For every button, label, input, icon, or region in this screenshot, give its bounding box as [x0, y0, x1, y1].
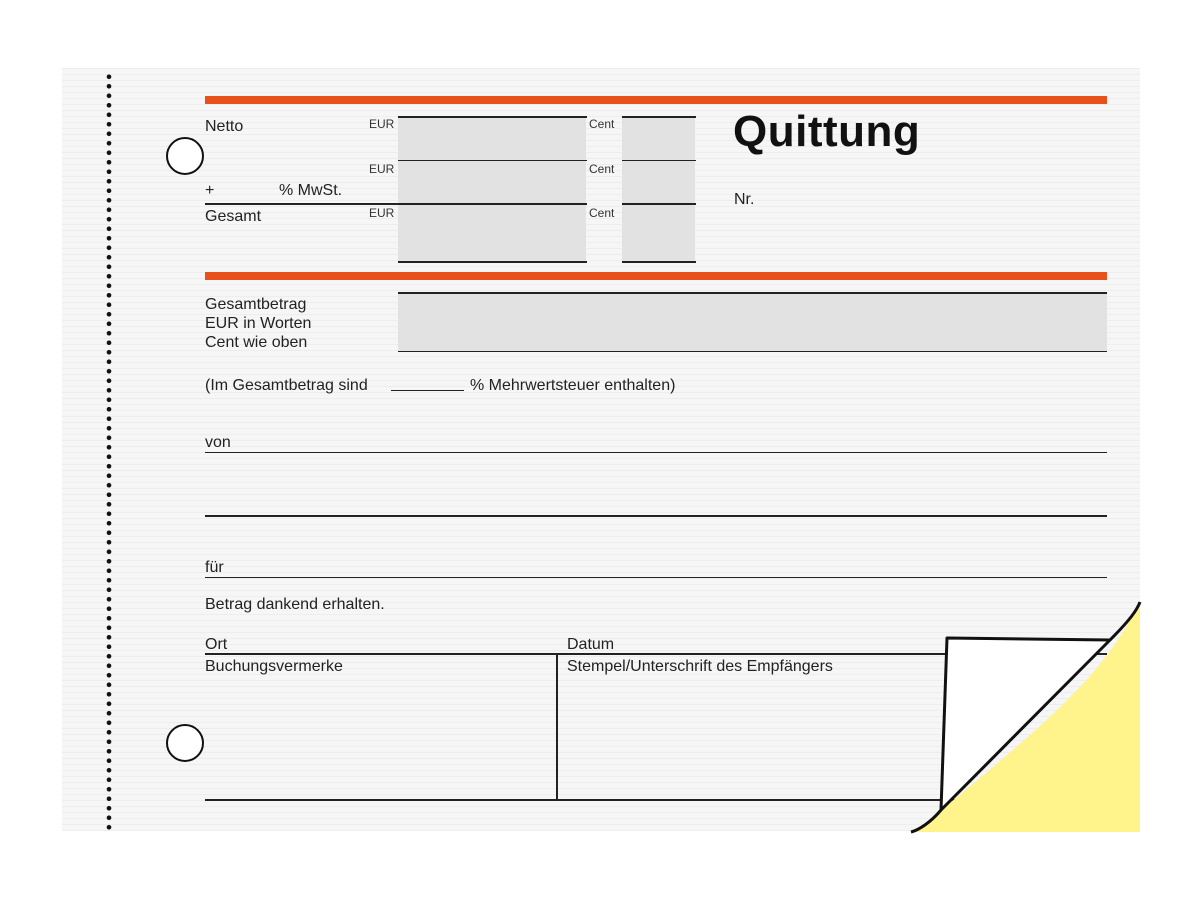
words-field-top-line — [398, 292, 1107, 294]
perforation-line — [105, 72, 113, 832]
eur-label-netto: EUR — [369, 117, 395, 131]
eur-line-4 — [398, 261, 587, 263]
cent-line-4 — [622, 261, 696, 263]
vat-note-start: (Im Gesamtbetrag sind — [205, 377, 368, 394]
signature-divider — [556, 655, 558, 801]
cent-label-gesamt: Cent — [589, 206, 615, 220]
cent-line-2 — [622, 160, 696, 161]
cent-label-mwst: Cent — [589, 162, 615, 176]
vat-percent-blank[interactable] — [391, 390, 464, 391]
booking-notes-label: Buchungsvermerke — [205, 658, 343, 675]
place-label: Ort — [205, 636, 228, 653]
receipt-number-label: Nr. — [734, 191, 755, 208]
signature-label: Stempel/Unterschrift des Empfängers — [567, 658, 833, 675]
amount-in-words-field[interactable] — [398, 293, 1107, 352]
for-label: für — [205, 559, 224, 576]
vat-note-end: % Mehrwertsteuer enthalten) — [470, 377, 676, 394]
eur-line-1 — [398, 116, 587, 118]
form-title: Quittung — [733, 107, 921, 156]
gesamt-separator-line — [205, 203, 587, 205]
plus-sign: + — [205, 182, 215, 199]
date-label: Datum — [567, 636, 615, 653]
total-in-words-label-2: EUR in Worten — [205, 315, 312, 332]
eur-line-2 — [398, 160, 587, 161]
total-in-words-label-1: Gesamtbetrag — [205, 296, 307, 313]
from-line-2[interactable] — [205, 515, 1107, 517]
accent-bar-middle — [205, 272, 1107, 280]
cent-label-netto: Cent — [589, 117, 615, 131]
received-text: Betrag dankend erhalten. — [205, 596, 385, 613]
punch-hole-top — [166, 137, 204, 175]
eur-label-mwst: EUR — [369, 162, 395, 176]
words-field-bottom-line — [398, 351, 1107, 352]
eur-amount-field[interactable] — [398, 118, 586, 263]
accent-bar-top — [205, 96, 1107, 104]
cent-amount-field[interactable] — [622, 118, 695, 263]
cent-line-1 — [622, 116, 696, 118]
for-line[interactable] — [205, 577, 1107, 578]
punch-hole-bottom — [166, 724, 204, 762]
total-in-words-label-3: Cent wie oben — [205, 334, 308, 351]
from-label: von — [205, 434, 231, 451]
cent-line-3 — [622, 203, 696, 205]
eur-label-gesamt: EUR — [369, 206, 395, 220]
gesamt-label: Gesamt — [205, 208, 262, 225]
from-line[interactable] — [205, 452, 1107, 453]
netto-label: Netto — [205, 118, 244, 135]
mwst-label: % MwSt. — [279, 182, 343, 199]
page-curl — [905, 600, 1145, 840]
